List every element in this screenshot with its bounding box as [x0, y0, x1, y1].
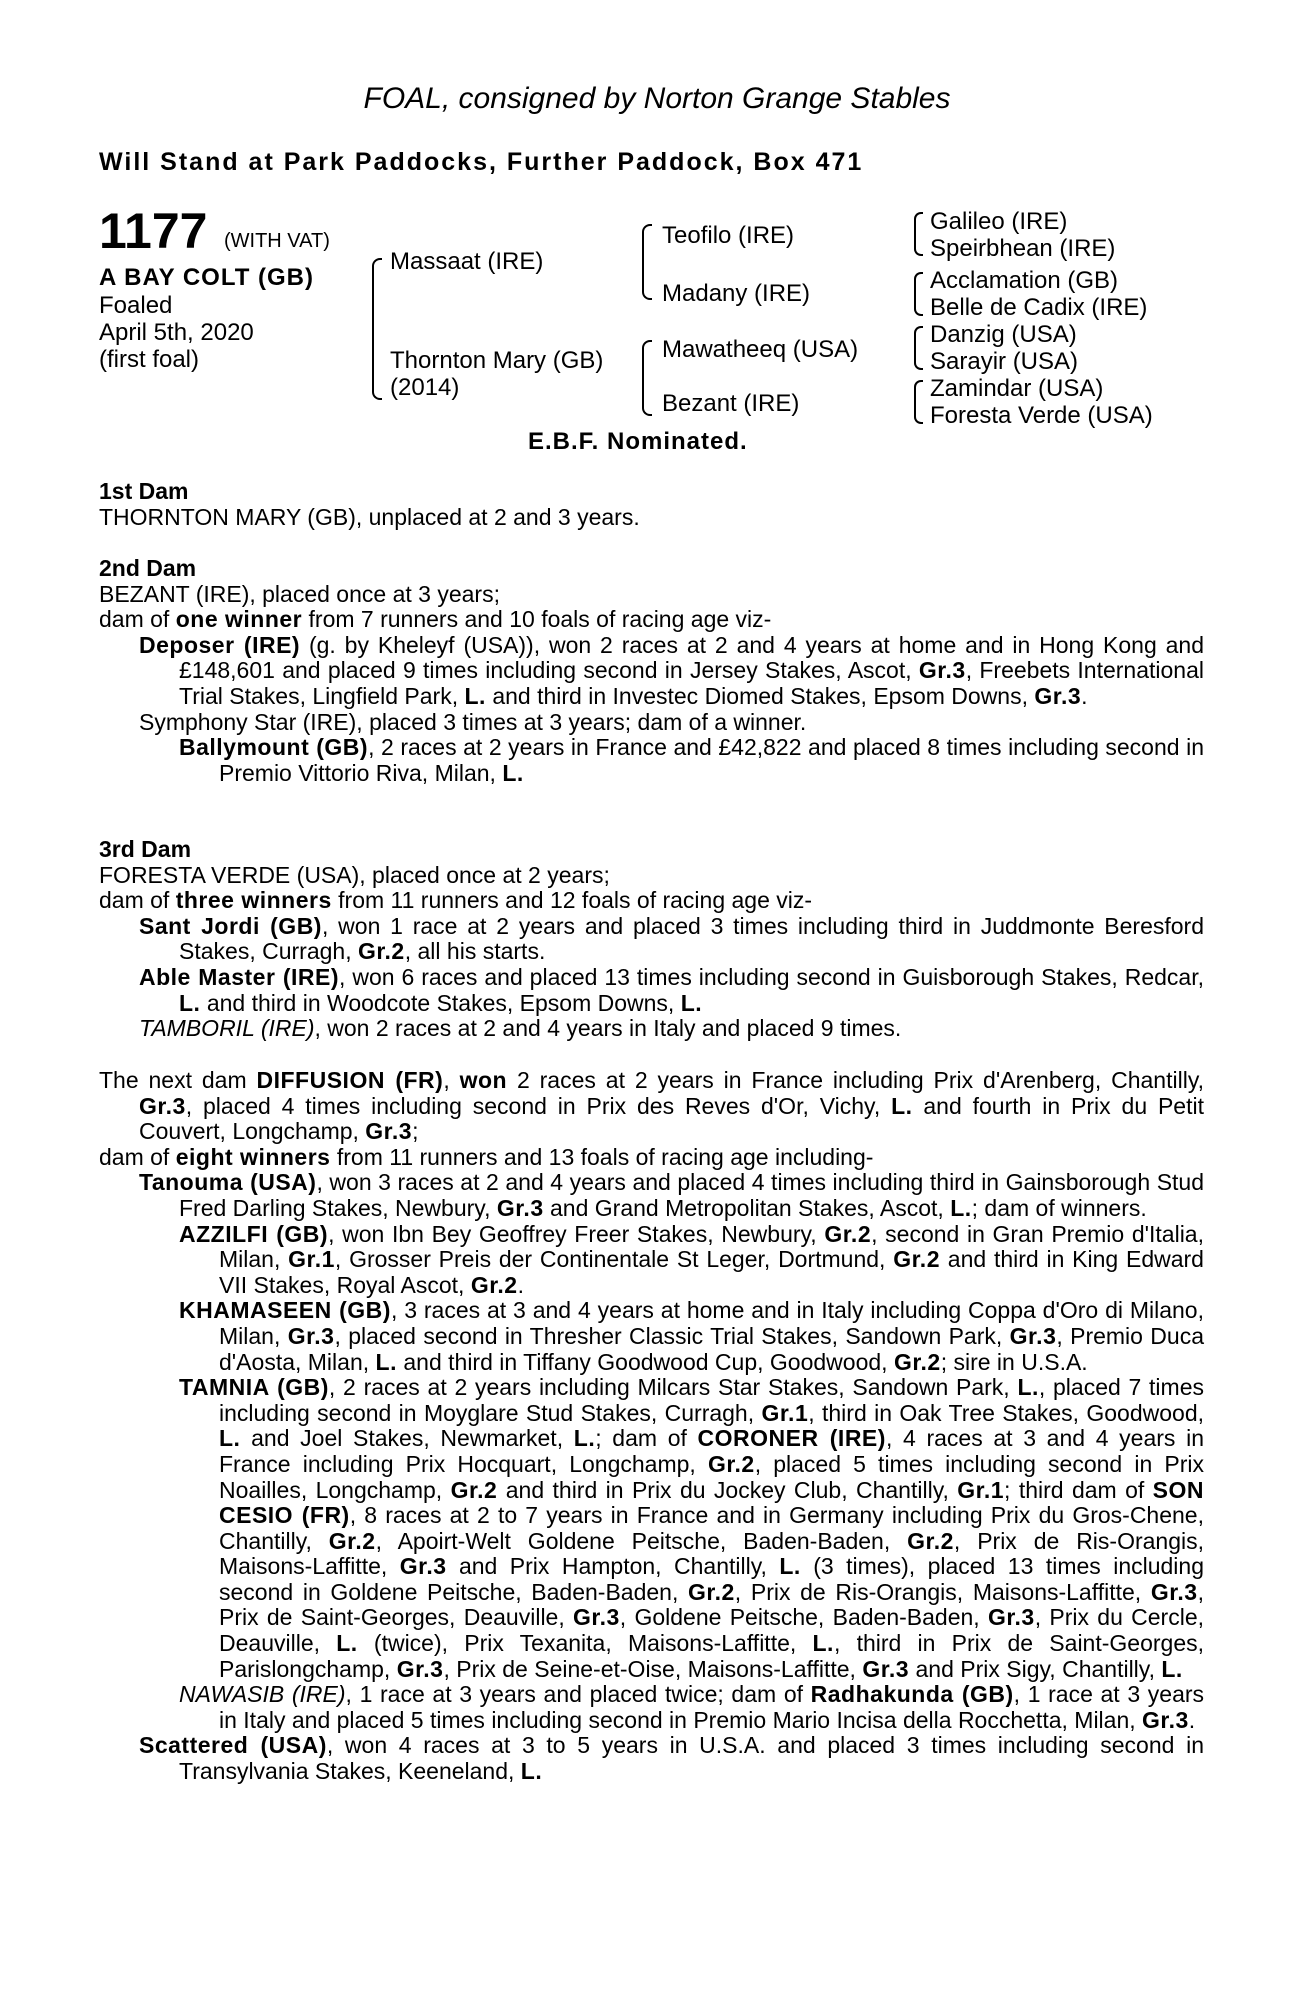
bold-run: L. — [375, 1348, 397, 1375]
text-run: . — [1188, 1706, 1196, 1733]
pedigree-entry — [99, 1733, 1204, 1784]
bold-run: Gr.1 — [957, 1476, 1005, 1503]
bold-run: L. — [680, 989, 703, 1016]
text-run: FORESTA VERDE (USA), placed once at 2 years; — [99, 861, 610, 888]
ebf-note: E.B.F. Nominated. — [528, 428, 748, 455]
text-run: , won 3 races at 2 and 4 years and placed 4 times including third in Gainsborough Stud Fred Darling Stakes, Newbury, — [179, 1169, 1205, 1221]
text-run: , won 2 races at 2 and 4 years in Italy and placed 9 times. — [314, 1015, 902, 1042]
bold-run: L. — [219, 1425, 241, 1452]
next-dam-body — [99, 1068, 1204, 1785]
pedigree-brace-sire-side — [642, 224, 652, 300]
pedigree-sss: Galileo (IRE) — [930, 208, 1068, 235]
text-run: , Prix de Seine-et-Oise, Maisons-Laffitte, — [443, 1655, 863, 1682]
vat-note: (WITH VAT) — [224, 230, 330, 252]
pedigree-entry — [99, 1222, 1204, 1299]
first-dam-header: 1st Dam — [99, 478, 189, 504]
bold-run: Gr.3 — [287, 1322, 335, 1349]
bold-run: Gr.2 — [470, 1271, 518, 1298]
bold-run: L. — [502, 759, 524, 786]
pedigree-dss: Danzig (USA) — [930, 321, 1077, 348]
bold-run: Gr.3 — [1009, 1322, 1057, 1349]
text-run: , won 6 races and placed 13 times including second in Guisborough Stakes, Redcar, — [339, 963, 1204, 990]
lot-number: 1177 — [99, 203, 208, 259]
bold-run: Gr.3 — [1034, 682, 1082, 709]
bold-run: Ballymount (GB) — [179, 734, 369, 761]
text-run: (3 times), placed 13 times including second in Goldene Peitsche, Baden-Baden, — [219, 1553, 1204, 1605]
bold-run: Sant Jordi (GB) — [139, 912, 322, 939]
text-run: . — [1081, 682, 1088, 709]
pedigree-entry — [99, 1375, 1204, 1682]
text-run: and third in King Edward VII Stakes, Royal Ascot, — [219, 1246, 1204, 1298]
text-run: (g. by Kheleyf (USA)), won 2 races at 2 and 4 years at home and in Hong Kong and £148,601 and placed 9 times including second in Jersey Stakes, Ascot, — [179, 631, 1204, 684]
bold-run: L. — [179, 989, 201, 1016]
text-run: and Grand Metropolitan Stakes, Ascot, — [543, 1194, 951, 1221]
bold-run: Scattered (USA) — [139, 1732, 327, 1759]
bold-run: TAMNIA (GB) — [179, 1374, 329, 1401]
bold-run: KHAMASEEN (GB) — [179, 1297, 391, 1324]
bold-run: L. — [336, 1630, 358, 1657]
bold-run: Radhakunda (GB) — [810, 1681, 1014, 1708]
pedigree-brace-g3-1 — [914, 212, 923, 256]
text-run: , Prix du Cercle, Deauville, — [219, 1604, 1205, 1657]
bold-run: Deposer (IRE) — [139, 631, 301, 658]
bold-run: L. — [464, 682, 486, 709]
text-run: , 1 race at 3 years in Italy and placed 5 times including second in Premio Mario Incisa della Rocchetta, Milan, — [219, 1681, 1205, 1733]
bold-run: CORONER (IRE) — [697, 1425, 886, 1452]
pedigree-entry — [99, 1682, 1204, 1733]
bold-run: Gr.3 — [1142, 1706, 1189, 1733]
pedigree-entry — [99, 710, 1204, 736]
pedigree-brace-gen1 — [372, 258, 382, 400]
bold-run: Gr.1 — [288, 1246, 335, 1273]
text-run: and fourth in Prix du Petit Couvert, Longchamp, — [139, 1092, 1204, 1145]
text-run: , placed 5 times including second in Prix Noailles, Longchamp, — [219, 1450, 1204, 1503]
text-run: , won 4 races at 3 to 5 years in U.S.A. and placed 3 times including second in Transylvania Stakes, Keeneland, — [179, 1732, 1204, 1785]
bold-run: Gr.2 — [893, 1246, 940, 1273]
text-run: from 7 runners and 10 foals of racing age viz- — [302, 606, 772, 633]
pedigree-ssd: Speirbhean (IRE) — [930, 235, 1116, 262]
bold-run: L. — [891, 1092, 913, 1119]
text-run: , Prix de Ris-Orangis, Maisons-Laffitte, — [219, 1527, 1204, 1580]
bold-run: Gr.2 — [357, 938, 405, 965]
pedigree-entry — [99, 888, 1204, 914]
bold-run: AZZILFI (GB) — [179, 1220, 329, 1247]
next-dam-section — [99, 1068, 1204, 1785]
text-run: , 8 races at 2 to 7 years in France and in Germany including Prix du Gros-Chene, Chantilly, — [219, 1502, 1204, 1554]
bold-run: Gr.2 — [907, 1527, 954, 1554]
bold-run: Gr.3 — [399, 1553, 447, 1580]
text-run: (twice), Prix Texanita, Maisons-Laffitte, — [357, 1630, 813, 1657]
text-run: , 3 races at 3 and 4 years at home and in Italy including Coppa d'Oro di Milano, Milan, — [219, 1297, 1204, 1349]
pedigree-dam: Thornton Mary (GB) — [390, 347, 604, 374]
text-run: , Grosser Preis der Continentale St Leger, Dortmund, — [334, 1246, 894, 1273]
pedigree-entry — [99, 1298, 1204, 1375]
bold-run: Gr.1 — [761, 1399, 809, 1426]
text-run: and third in Tiffany Goodwood Cup, Goodwood, — [396, 1348, 894, 1375]
pedigree-entry — [99, 1145, 1204, 1171]
text-run: , won 1 race at 2 years and placed 3 times including third in Juddmonte Beresford Stakes, Curragh, — [179, 912, 1205, 965]
standing-location: Will Stand at Park Paddocks, Further Paddock, Box 471 — [99, 148, 864, 176]
text-run: , Freebets International Trial Stakes, Lingfield Park, — [179, 657, 1205, 709]
text-run: , — [443, 1067, 460, 1093]
third-dam-body — [99, 863, 1204, 1042]
text-run: , 2 races at 2 years including Milcars Star Stakes, Sandown Park, — [328, 1374, 1018, 1401]
pedigree-entry — [99, 633, 1204, 710]
text-run: and third in Prix du Jockey Club, Chantilly, — [497, 1476, 958, 1503]
bold-run: Gr.3 — [1150, 1578, 1198, 1605]
lot-title: A BAY COLT (GB) — [99, 264, 315, 291]
bold-run: Gr.3 — [365, 1118, 413, 1145]
text-run: dam of — [99, 606, 176, 633]
pedigree-dds: Zamindar (USA) — [930, 375, 1104, 402]
text-run: from 11 runners and 12 foals of racing age viz- — [331, 887, 813, 914]
second-dam-body — [99, 582, 1204, 787]
text-run: , all his starts. — [404, 938, 546, 965]
bold-run: L. — [950, 1194, 972, 1221]
text-run: ; sire in U.S.A. — [940, 1348, 1088, 1375]
bold-run: L. — [1161, 1655, 1183, 1682]
third-dam-section — [99, 837, 1204, 1042]
pedigree-entry — [99, 1016, 1204, 1042]
pedigree-dam-sire: Mawatheeq (USA) — [662, 336, 859, 363]
text-run: and Joel Stakes, Newmarket, — [240, 1425, 574, 1452]
bold-run: Gr.2 — [893, 1348, 941, 1375]
italic-run: TAMBORIL (IRE) — [139, 1015, 315, 1042]
text-run: ; dam of winners. — [971, 1194, 1147, 1221]
text-run: and third in Woodcote Stakes, Epsom Downs, — [200, 989, 681, 1016]
bold-run: Gr.3 — [862, 1655, 910, 1682]
text-run: , 4 races at 3 and 4 years in France including Prix Hocquart, Longchamp, — [219, 1425, 1204, 1477]
text-run: , 1 race at 3 years and placed twice; dam of — [345, 1681, 811, 1708]
text-run: , won Ibn Bey Geoffrey Freer Stakes, Newbury, — [328, 1220, 825, 1247]
bold-run: Gr.2 — [328, 1527, 376, 1554]
bold-run: Able Master (IRE) — [139, 963, 340, 990]
text-run: from 11 runners and 13 foals of racing age including- — [330, 1143, 874, 1170]
pedigree-entry — [99, 914, 1204, 965]
bold-run: won — [459, 1067, 508, 1093]
pedigree-dam-year: (2014) — [390, 374, 460, 401]
text-run: , Apoirt-Welt Goldene Peitsche, Baden-Baden, — [375, 1527, 908, 1554]
pedigree-sire-dam: Madany (IRE) — [662, 280, 811, 307]
pedigree-brace-g3-4 — [914, 380, 923, 424]
text-run: , Prix de Saint-Georges, Deauville, — [219, 1578, 1204, 1631]
text-run: ; — [412, 1118, 419, 1145]
text-run: BEZANT (IRE), placed once at 3 years; — [99, 580, 500, 607]
text-run: , Premio Duca d'Aosta, Milan, — [219, 1322, 1204, 1375]
pedigree-entry — [99, 863, 1204, 889]
bold-run: eight winners — [175, 1143, 331, 1170]
bold-run: L. — [520, 1758, 543, 1785]
bold-run: Gr.2 — [824, 1220, 872, 1247]
pedigree-sds: Acclamation (GB) — [930, 267, 1119, 294]
bold-run: three winners — [175, 887, 332, 914]
bold-run: Gr.3 — [496, 1194, 544, 1221]
foaled-date: April 5th, 2020 — [99, 319, 254, 346]
second-dam-section — [99, 556, 1204, 786]
pedigree-entry — [99, 582, 1204, 608]
pedigree-entry — [99, 607, 1204, 633]
pedigree-dsd: Sarayir (USA) — [930, 348, 1079, 375]
bold-run: L. — [573, 1425, 596, 1452]
pedigree-entry — [99, 735, 1204, 786]
bold-run: Gr.3 — [918, 657, 966, 684]
pedigree-brace-g3-2 — [914, 272, 923, 316]
bold-run: L. — [812, 1630, 834, 1657]
foaled-label: Foaled — [99, 292, 173, 319]
text-run: The next dam — [99, 1067, 257, 1093]
bold-run: one winner — [175, 606, 303, 633]
text-run: Symphony Star (IRE), placed 3 times at 3 years; dam of a winner. — [139, 708, 807, 735]
bold-run: L. — [1017, 1374, 1039, 1401]
pedigree-ddd: Foresta Verde (USA) — [930, 402, 1153, 429]
first-dam-section — [99, 479, 1204, 530]
bold-run: Gr.3 — [396, 1655, 444, 1682]
italic-run: NAWASIB (IRE) — [179, 1681, 346, 1708]
text-run: , Goldene Peitsche, Baden-Baden, — [619, 1604, 988, 1631]
bold-run: SON CESIO (FR) — [219, 1476, 1205, 1529]
bold-run: Tanouma (USA) — [139, 1169, 317, 1196]
text-run: , third in Oak Tree Stakes, Goodwood, — [808, 1399, 1204, 1426]
text-run: dam of — [99, 1143, 176, 1170]
pedigree-brace-g3-3 — [914, 326, 923, 370]
pedigree-sdd: Belle de Cadix (IRE) — [930, 294, 1148, 321]
pedigree-sire: Massaat (IRE) — [390, 248, 544, 275]
text-run: , placed 7 times including second in Moyglare Stud Stakes, Curragh, — [219, 1374, 1204, 1426]
text-run: dam of — [99, 887, 176, 914]
bold-run: Gr.3 — [987, 1604, 1035, 1631]
text-run: , 2 races at 2 years in France and £42,822 and placed 8 times including second in Premio Vittorio Riva, Milan, — [219, 734, 1204, 786]
consignor-line: FOAL, consigned by Norton Grange Stables — [363, 82, 951, 115]
pedigree-sire-sire: Teofilo (IRE) — [662, 222, 795, 249]
text-run: ; dam of — [595, 1425, 698, 1452]
text-run: ; third dam of — [1004, 1476, 1153, 1503]
bold-run: DIFFUSION (FR) — [256, 1067, 444, 1093]
text-run: , Prix de Ris-Orangis, Maisons-Laffitte, — [734, 1578, 1151, 1605]
text-run: , third in Prix de Saint-Georges, Parislongchamp, — [219, 1630, 1204, 1682]
bold-run: Gr.2 — [688, 1578, 735, 1605]
third-dam-header: 3rd Dam — [99, 836, 192, 862]
pedigree-dam-dam: Bezant (IRE) — [662, 390, 800, 417]
first-dam-text: THORNTON MARY (GB), unplaced at 2 and 3 years. — [99, 503, 640, 530]
bold-run: Gr.3 — [573, 1604, 620, 1631]
text-run: and Prix Hampton, Chantilly, — [446, 1553, 780, 1580]
text-run: , placed 4 times including second in Prix des Reves d'Or, Vichy, — [185, 1092, 892, 1119]
pedigree-brace-dam-side — [642, 340, 652, 416]
pedigree-entry — [99, 965, 1204, 1016]
bold-run: Gr.2 — [450, 1476, 498, 1503]
first-foal-note: (first foal) — [99, 346, 200, 373]
text-run: and third in Investec Diomed Stakes, Epsom Downs, — [485, 682, 1035, 709]
second-dam-header: 2nd Dam — [99, 555, 197, 581]
bold-run: Gr.2 — [707, 1450, 755, 1477]
text-run: . — [517, 1271, 524, 1298]
bold-run: L. — [779, 1553, 801, 1580]
pedigree-entry — [99, 1170, 1204, 1221]
pedigree-entry — [99, 1068, 1204, 1145]
text-run: 2 races at 2 years in France including Prix d'Arenberg, Chantilly, — [507, 1067, 1205, 1093]
text-run: and Prix Sigy, Chantilly, — [909, 1655, 1162, 1682]
text-run: , second in Gran Premio d'Italia, Milan, — [219, 1220, 1204, 1273]
text-run: , placed second in Thresher Classic Trial Stakes, Sandown Park, — [334, 1322, 1010, 1349]
bold-run: Gr.3 — [139, 1092, 186, 1119]
